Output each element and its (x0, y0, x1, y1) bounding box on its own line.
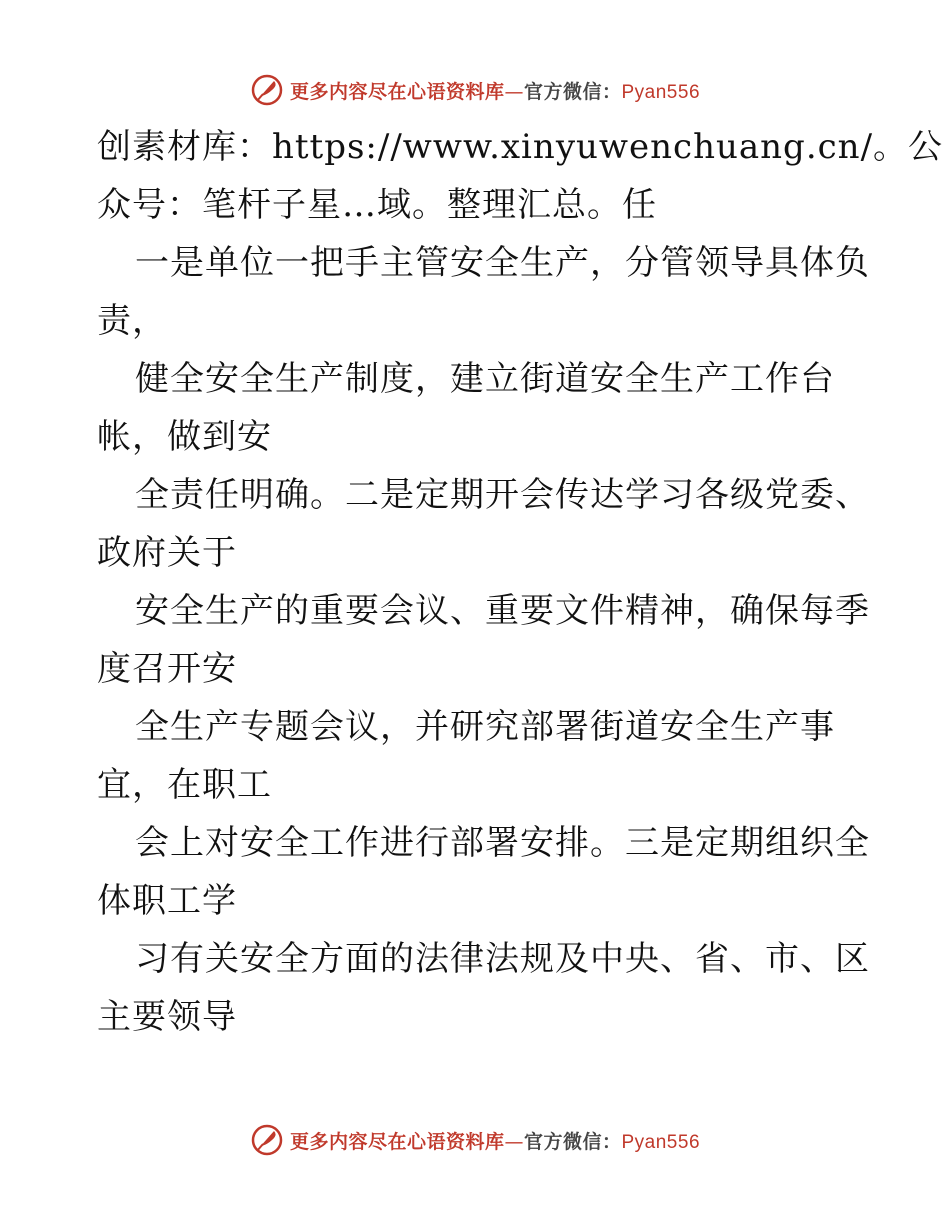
body-line: 会上对安全工作进行部署安排。三是定期组织全 (135, 823, 870, 863)
footer-title: 更多内容尽在心语资料库 (289, 1130, 505, 1153)
body-line: 责， (97, 301, 167, 341)
body-line: 度召开安 (97, 649, 237, 689)
header-title: 更多内容尽在心语资料库 (289, 80, 505, 103)
body-line: 体职工学 (97, 881, 237, 921)
header-wechat-id: Pyan556 (621, 81, 701, 103)
header-label: 官方微信： (523, 80, 622, 103)
footer-text (290, 1127, 700, 1154)
header-separator: — (504, 80, 524, 103)
body-line: 帐，做到安 (97, 417, 272, 457)
body-line: 主要领导 (97, 997, 237, 1037)
header-banner (0, 70, 950, 110)
footer-wechat-id: Pyan556 (621, 1131, 701, 1153)
body-line: 众号：笔杆子星…域。整理汇总。任 (97, 185, 657, 225)
footer-label: 官方微信： (523, 1130, 622, 1153)
footer-separator: — (504, 1130, 524, 1153)
header-text (290, 77, 700, 104)
body-line: 全生产专题会议，并研究部署街道安全生产事 (135, 707, 835, 747)
document-body (97, 118, 944, 1046)
body-line: 安全生产的重要会议、重要文件精神，确保每季 (135, 591, 870, 631)
feather-pen-logo-icon (250, 73, 284, 107)
body-line: 创素材库：https://www.xinyuwenchuang.cn/。公 (97, 127, 944, 167)
footer-banner (0, 1120, 950, 1160)
body-line: 政府关于 (97, 533, 237, 573)
body-line: 一是单位一把手主管安全生产，分管领导具体负 (135, 243, 870, 283)
body-line: 习有关安全方面的法律法规及中央、省、市、区 (135, 939, 870, 979)
feather-pen-logo-icon (250, 1123, 284, 1157)
body-line: 宜，在职工 (97, 765, 272, 805)
body-line: 全责任明确。二是定期开会传达学习各级党委、 (135, 475, 870, 515)
body-line: 健全安全生产制度，建立街道安全生产工作台 (135, 359, 835, 399)
